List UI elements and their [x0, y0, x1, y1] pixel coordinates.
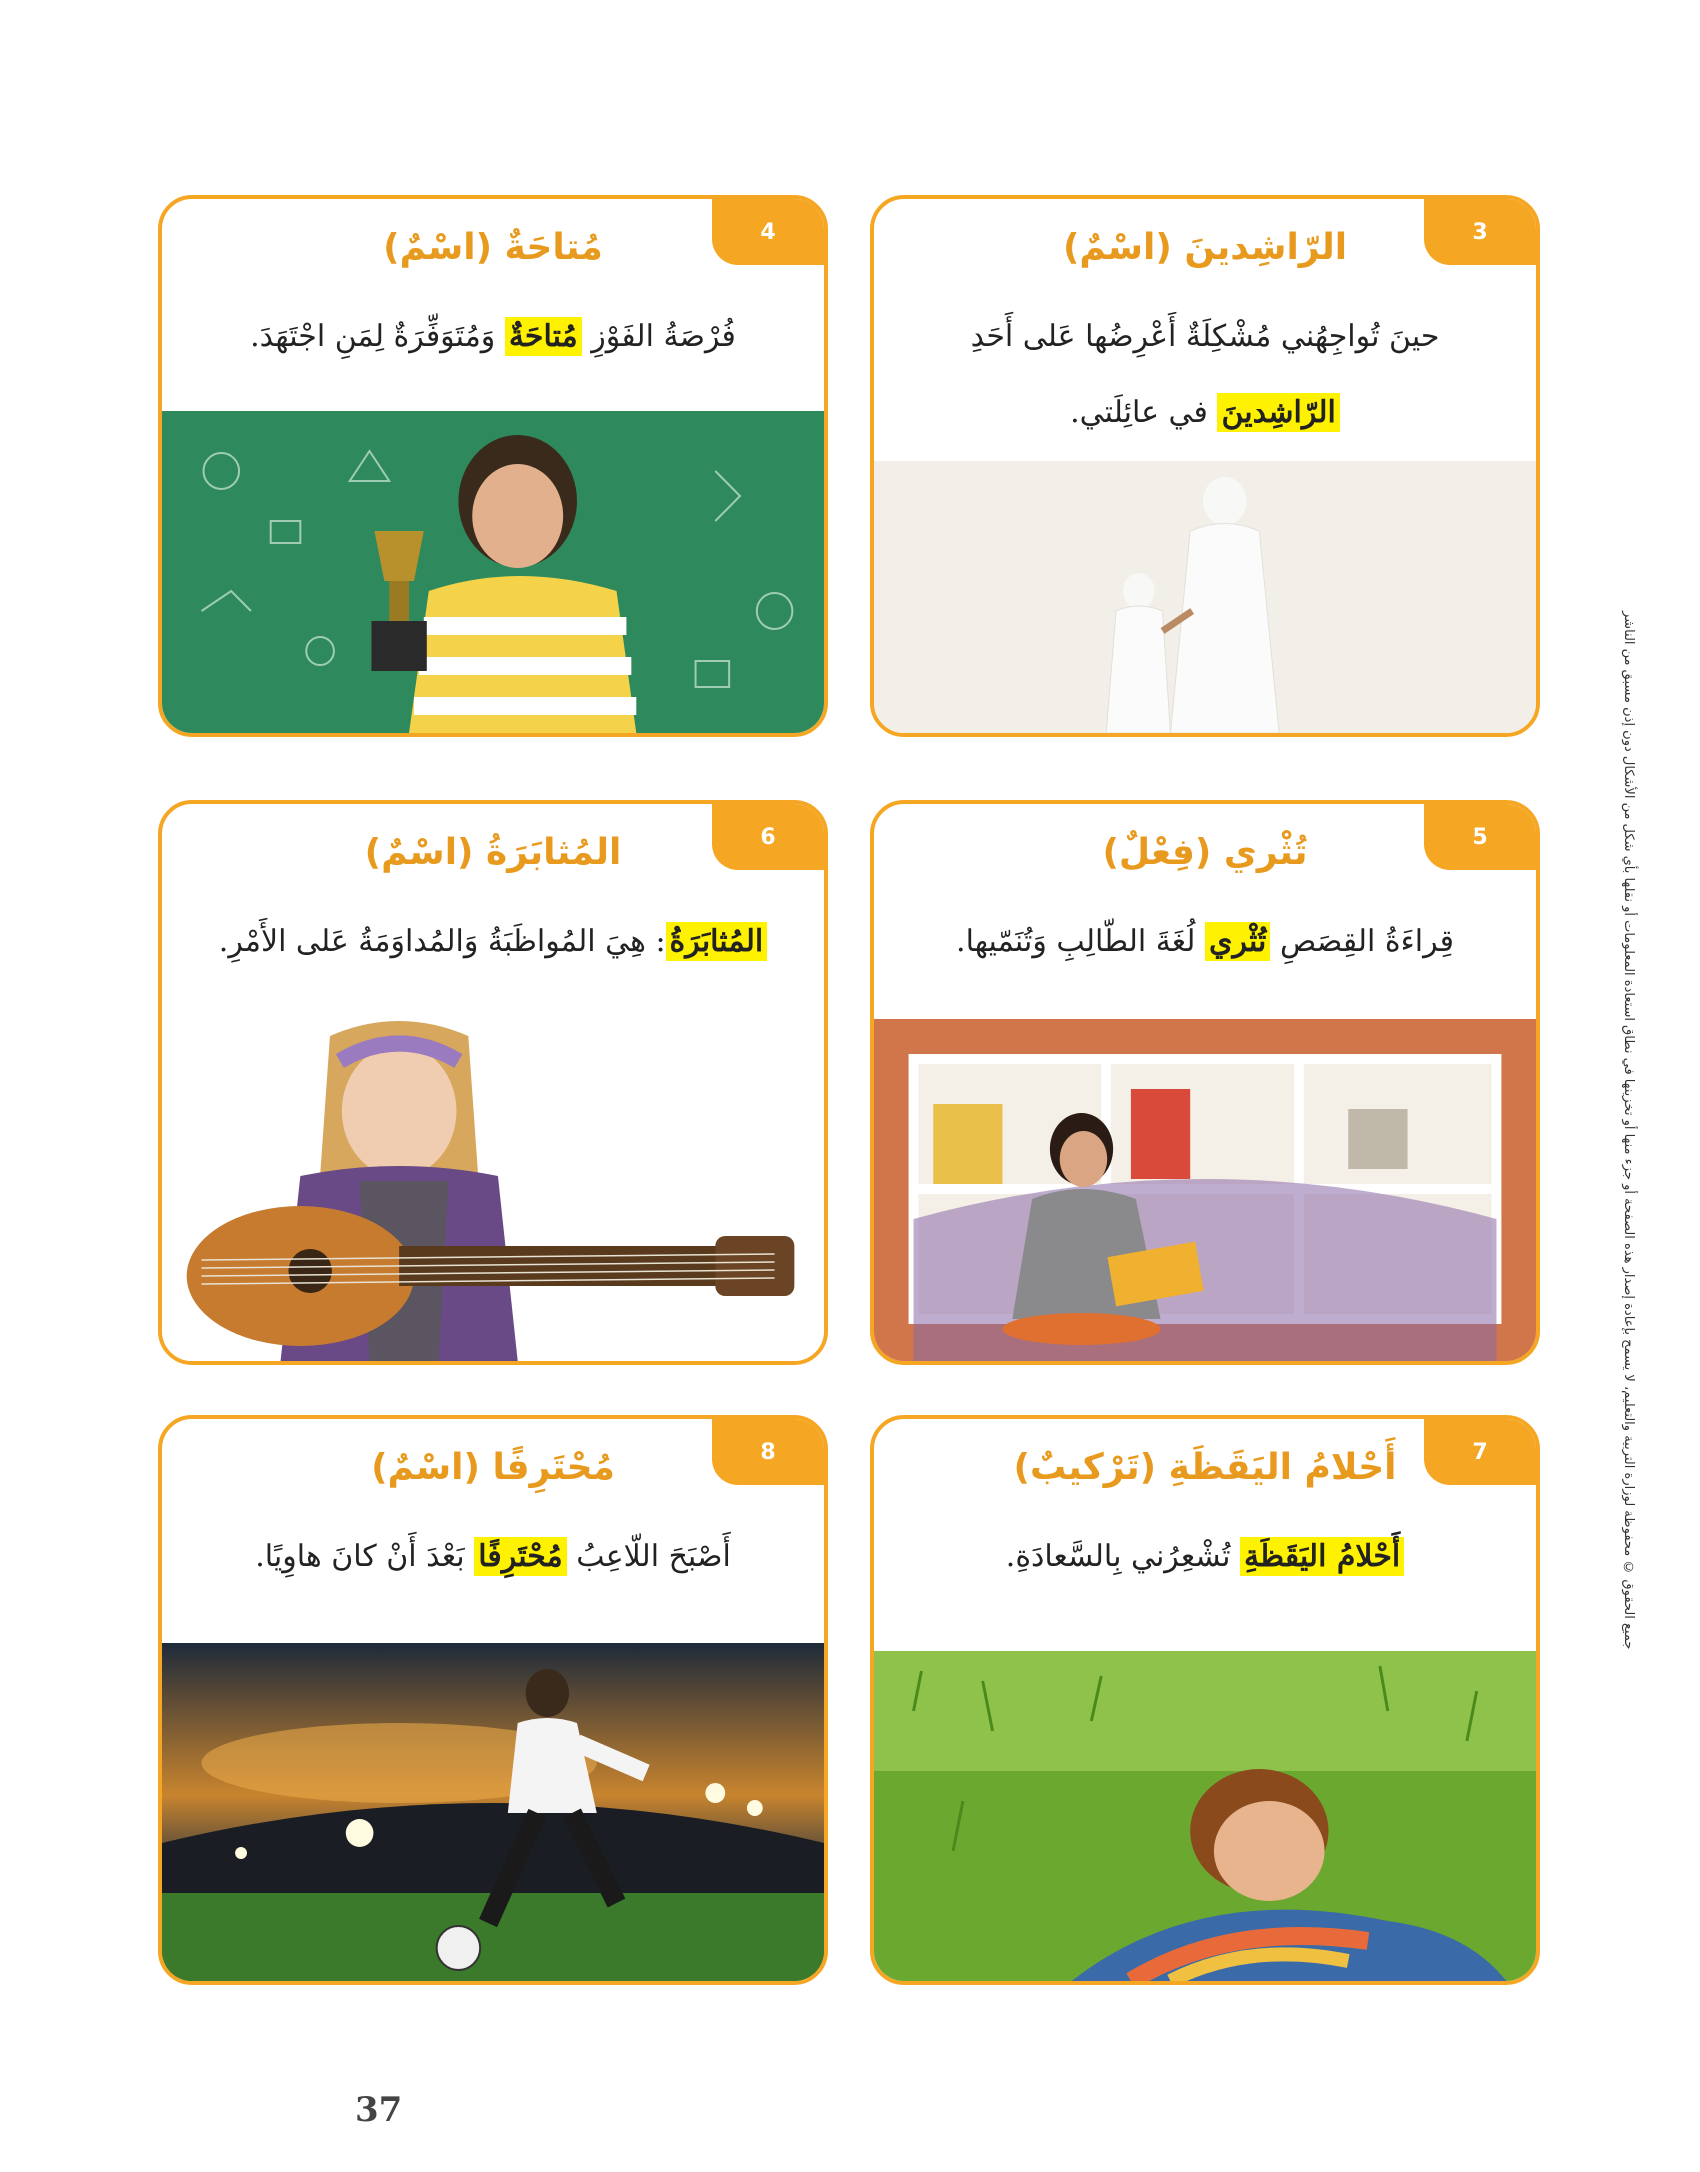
- girl-guitar-photo: [162, 1006, 824, 1361]
- girl-reading-photo: [874, 1019, 1536, 1361]
- vocab-card-3: [870, 195, 1540, 737]
- card-number-badge: 7: [1424, 1419, 1536, 1485]
- card-number-badge: 6: [712, 804, 824, 870]
- copyright-note: جميع الحقوق © محفوظة لوزارة التربية والتعليم، لا يسمح بإعادة إصدار هذه الصفحة أو جزء منها أو تخزينها في نطاق استعادة المعلومات أو نقلها بأي شكل من الأشكال دون إذن مسبق من الناشر: [1621, 610, 1636, 1650]
- sentence-before: حينَ تُواجِهُني مُشْكِلَةٌ أَعْرِضُها عَلى أَحَدِ: [970, 319, 1440, 354]
- card-number-badge: 3: [1424, 199, 1536, 265]
- sentence-before: قِراءَةُ القِصَصِ: [1279, 924, 1454, 959]
- card-title: المُثابَرَةُ (اسْمٌ): [364, 832, 622, 873]
- sentence-before: أَصْبَحَ اللّاعِبُ: [576, 1539, 731, 1574]
- example-sentence: [914, 1519, 1496, 1595]
- highlighted-word: تُثْري: [1205, 922, 1270, 961]
- card-number-badge: 8: [712, 1419, 824, 1485]
- sentence-before: فُرْصَةُ الفَوْزِ: [591, 319, 736, 354]
- card-title: مُتاحَةٌ (اسْمٌ): [383, 227, 603, 268]
- example-sentence: [914, 299, 1496, 451]
- sentence-after: لُغَةَ الطّالِبِ وَتُنَمّيها.: [956, 924, 1196, 959]
- highlighted-word: مُحْتَرِفًا: [474, 1537, 567, 1576]
- sentence-after: تُشْعِرُني بِالسَّعادَةِ.: [1005, 1539, 1231, 1574]
- vocab-card-6: [158, 800, 828, 1365]
- vocab-card-4: [158, 195, 828, 737]
- example-sentence: [202, 1519, 784, 1595]
- highlighted-word: أَحْلامُ اليَقَظَةِ: [1240, 1537, 1404, 1576]
- page-number: 37: [355, 2090, 403, 2130]
- sentence-after: وَمُتَوَفِّرَةٌ لِمَنِ اجْتَهَدَ.: [250, 319, 496, 354]
- card-title: الرّاشِدينَ (اسْمٌ): [1062, 227, 1348, 268]
- highlighted-word: مُتاحَةٌ: [505, 317, 582, 356]
- example-sentence: [202, 904, 784, 980]
- boy-trophy-photo: [162, 411, 824, 733]
- football-player-photo: [162, 1643, 824, 1981]
- father-son-photo: [874, 461, 1536, 733]
- highlighted-word: المُثابَرَةُ: [666, 922, 768, 961]
- sentence-after: في عائِلَتي.: [1070, 395, 1208, 430]
- sentence-after: بَعْدَ أَنْ كانَ هاوِيًا.: [255, 1539, 465, 1574]
- example-sentence: [914, 904, 1496, 980]
- card-title: مُحْتَرِفًا (اسْمٌ): [371, 1447, 615, 1488]
- highlighted-word: الرّاشِدينَ: [1217, 393, 1339, 432]
- sentence-after: : هِيَ المُواظَبَةُ وَالمُداوَمَةُ عَلى الأَمْرِ.: [218, 924, 666, 959]
- vocab-card-7: [870, 1415, 1540, 1985]
- card-number-badge: 4: [712, 199, 824, 265]
- boy-grass-photo: [874, 1651, 1536, 1981]
- card-title: تُثْري (فِعْلٌ): [1102, 832, 1308, 873]
- card-title: أَحْلامُ اليَقَظَةِ (تَرْكيبٌ): [1013, 1447, 1397, 1488]
- vocab-card-5: [870, 800, 1540, 1365]
- vocab-card-8: [158, 1415, 828, 1985]
- card-number-badge: 5: [1424, 804, 1536, 870]
- example-sentence: [202, 299, 784, 375]
